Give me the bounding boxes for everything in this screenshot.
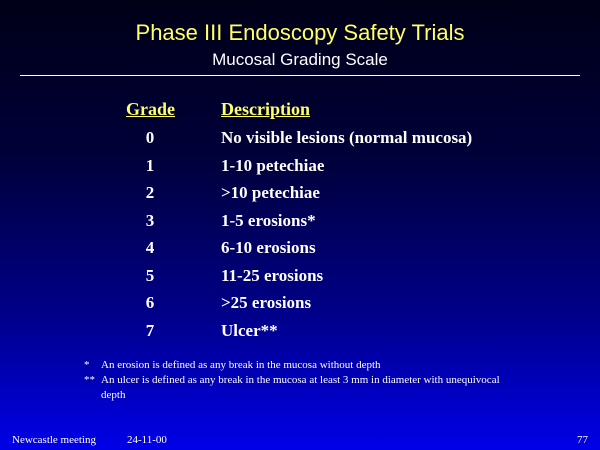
grade-value: 2 [145,183,155,202]
grade-description: 6-10 erosions [221,238,316,257]
grade-description: >25 erosions [221,293,312,312]
grade-value: 3 [145,210,155,230]
footer-date: 24-11-00 [127,434,167,446]
slide-title: Phase III Endoscopy Safety Trials [135,20,465,45]
grade-description: 1-10 petechiae [221,155,325,175]
table-row [0,292,600,320]
grade-value: 6 [145,293,155,312]
grade-description: >10 petechiae [221,183,320,202]
grade-value: 5 [145,265,155,285]
footnote-ulcer [84,373,541,403]
grade-value: 0 [145,128,155,147]
title-divider [20,75,580,76]
grade-value: 4 [145,238,155,257]
table-row [0,265,600,293]
grade-value: 1 [145,155,155,175]
grade-description: Ulcer** [221,320,278,340]
table-row [0,210,600,238]
footer-page-number: 77 [577,434,588,446]
grade-value: 7 [145,320,155,340]
grading-table [0,127,600,347]
footnote-text: An erosion is defined as any break in the mucosa without depth [101,359,381,371]
footnote-marker: * [84,359,90,371]
slide-subtitle: Mucosal Grading Scale [212,50,388,69]
footnotes [84,358,541,403]
table-row [0,320,600,348]
grade-description: No visible lesions (normal mucosa) [221,128,473,147]
grade-column-header: Grade [126,99,175,119]
table-row [0,237,600,265]
footnote-text: An ulcer is defined as any break in the mucosa at least 3 mm in diameter with unequivocal depth [101,374,500,401]
grade-description: 1-5 erosions* [221,210,316,230]
table-row [0,182,600,210]
description-column-header: Description [221,99,310,119]
table-row [0,155,600,183]
footer-meeting: Newcastle meeting [12,434,96,446]
footnote-marker: ** [84,374,95,386]
grade-description: 11-25 erosions [221,265,324,285]
table-row [0,127,600,155]
footnote-erosion [84,358,541,373]
